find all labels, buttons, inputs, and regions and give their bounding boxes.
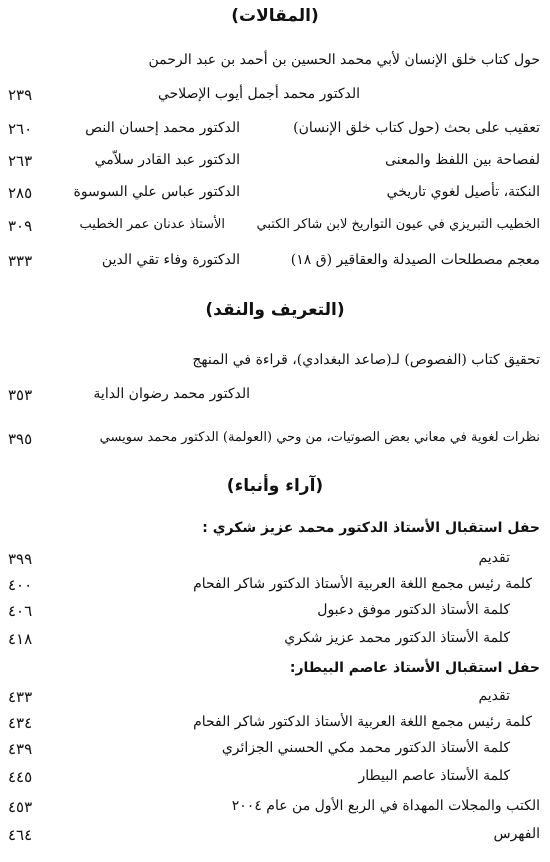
list-item	[0, 252, 550, 276]
entry-title: الفهرس	[493, 826, 540, 842]
entry-title: معجم مصطلحات الصيدلة والعقاقير (ق ١٨)	[290, 252, 540, 268]
page-number: ٢٨٥	[8, 184, 33, 202]
entry-title: تحقيق كتاب (الفصوص) لـ(صاعد البغدادي)، قراءة في المنهج	[192, 352, 540, 368]
entry-title: النكتة، تأصيل لغوي تاريخي	[386, 184, 540, 200]
list-item	[0, 430, 550, 454]
entry-title: كلمة الأستاذ الدكتور محمد عزيز شكري	[284, 630, 510, 646]
list-item	[0, 740, 550, 764]
list-item	[0, 630, 550, 654]
page-number: ٤٣٤	[8, 714, 33, 732]
page-number: ٢٣٩	[8, 86, 33, 104]
entry-author: الأستاذ عدنان عمر الخطيب	[79, 217, 225, 232]
page-number: ٤٥٣	[8, 798, 33, 816]
page-number: ٤٦٤	[8, 826, 33, 844]
entry-author: الدكتور عباس علي السوسوة	[73, 184, 240, 200]
list-item	[0, 86, 550, 110]
list-item	[0, 602, 550, 626]
entry-title: تعقيب على بحث (حول كتاب خلق الإنسان)	[293, 120, 540, 136]
list-item	[0, 120, 550, 144]
list-item	[0, 576, 550, 600]
entry-title: الخطيب التبريزي في عيون التواريخ لابن شاكر الكتبي	[256, 217, 540, 232]
list-item	[0, 352, 550, 376]
entry-author: الدكتور عبد القادر سلاّمي	[94, 152, 240, 168]
entry-title: حول كتاب خلق الإنسان لأبي محمد الحسين بن أحمد بن عبد الرحمن	[148, 52, 540, 68]
section-heading-review: (التعريف والنقد)	[205, 300, 345, 320]
ceremony-heading: حفل استقبال الأستاذ الدكتور محمد عزيز شكري :	[202, 520, 540, 536]
list-item	[0, 386, 550, 410]
section-heading-articles: (المقالات)	[231, 6, 319, 26]
page-number: ٣٩٥	[8, 430, 33, 448]
entry-title: كلمة الأستاذ الدكتور موفق دعبول	[317, 602, 510, 618]
list-item	[0, 52, 550, 76]
page-number: ٣٣٣	[8, 252, 33, 270]
page-number: ٤١٨	[8, 630, 33, 648]
entry-author: الدكتور محمد أجمل أيوب الإصلاحي	[157, 86, 360, 102]
entry-title: كلمة رئيس مجمع اللغة العربية الأستاذ الدكتور شاكر الفحام	[193, 576, 532, 592]
page-number: ٤٤٥	[8, 768, 33, 786]
page-number: ٢٦٠	[8, 120, 33, 138]
list-item	[0, 798, 550, 822]
list-item	[0, 550, 550, 574]
list-item	[0, 152, 550, 176]
page-number: ٤٠٦	[8, 602, 33, 620]
page-number: ٣٠٩	[8, 217, 33, 235]
page-number: ٤٣٣	[8, 688, 33, 706]
list-item	[0, 688, 550, 712]
entry-title: كلمة رئيس مجمع اللغة العربية الأستاذ الدكتور شاكر الفحام	[193, 714, 532, 730]
page-number: ٢٦٣	[8, 152, 33, 170]
entry-author: الدكتورة وفاء تقي الدين	[101, 252, 240, 268]
list-item	[0, 184, 550, 208]
entry-title: كلمة الأستاذ الدكتور محمد مكي الحسني الجزائري	[221, 740, 510, 756]
entry-title: لفصاحة بين اللفظ والمعنى	[385, 152, 540, 168]
list-item	[0, 217, 550, 241]
page-number: ٤٠٠	[8, 576, 33, 594]
section-heading-news: (آراء وأنباء)	[226, 476, 324, 496]
entry-author: الدكتور محمد رضوان الداية	[93, 386, 250, 402]
entry-title: نظرات لغوية في معاني بعض الصوتيات، من وحي (العولمة) الدكتور محمد سويسي	[99, 430, 540, 445]
list-item	[0, 714, 550, 738]
entry-title: كلمة الأستاذ عاصم البيطار	[358, 768, 510, 784]
list-item	[0, 768, 550, 792]
entry-title: تقديم	[478, 688, 510, 704]
page-number: ٣٥٣	[8, 386, 33, 404]
entry-title: تقديم	[478, 550, 510, 566]
entry-title: الكتب والمجلات المهداة في الربع الأول من عام ٢٠٠٤	[231, 798, 540, 814]
entry-author: الدكتور محمد إحسان النص	[85, 120, 240, 136]
list-item	[0, 826, 550, 850]
ceremony-heading: حفل استقبال الأستاذ عاصم البيطار:	[289, 660, 540, 676]
page-number: ٣٩٩	[8, 550, 33, 568]
page-number: ٤٣٩	[8, 740, 33, 758]
